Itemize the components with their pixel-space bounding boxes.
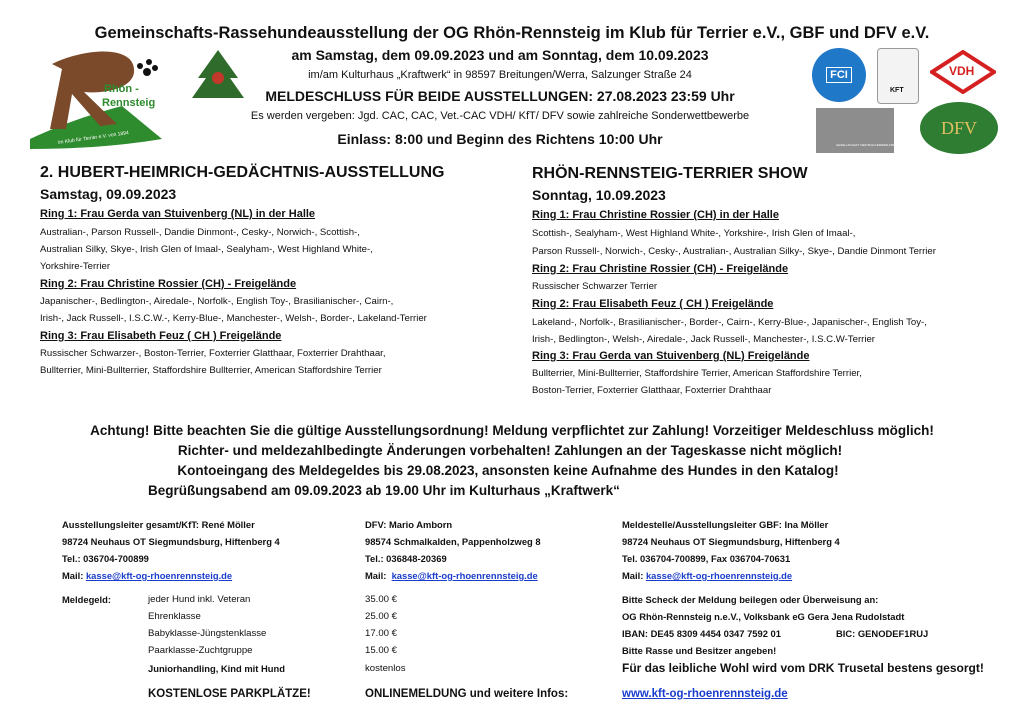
kft-logo — [877, 48, 919, 104]
vdh-logo-text: VDH — [949, 64, 975, 78]
event-title: Gemeinschafts-Rassehundeausstellung der OG Rhön-Rennsteig im Klub für Terrier e.V., GBF und DFV e.V. — [94, 24, 930, 42]
contact-address: 98574 Schmalkalden, Pappenholzweg 8 — [365, 536, 541, 547]
fees-label: Meldegeld: — [62, 594, 111, 605]
contact-name: Meldestelle/Ausstellungsleiter GBF: Ina Möller — [622, 519, 829, 530]
show2-ring3-title: Ring 3: Frau Gerda van Stuivenberg (NL) Freigelände — [532, 350, 810, 362]
fee-name: jeder Hund inkl. Veteran — [148, 594, 251, 605]
notice-line: Kontoeingang des Meldegeldes bis 29.08.2023, ansonsten keine Aufnahme des Hundes in den Katalog! — [177, 463, 839, 478]
show2-ring3-breeds: Boston-Terrier, Foxterrier Glatthaar, Foxterrier Drahthaar — [532, 385, 772, 396]
notice-line: Achtung! Bitte beachten Sie die gültige Ausstellungsordnung! Meldung verpflichtet zur Zahlung! Vorzeitiger Meldeschluss möglich! — [90, 423, 934, 438]
show1-ring2-title: Ring 2: Frau Christine Rossier (CH) - Freigelände — [40, 278, 297, 290]
show2-ring2b-breeds: Irish-, Bedlington-, Welsh-, Airedale-, Jack Russell-, Manchester-, I.S.C.W-Terrier — [532, 334, 875, 345]
entry-deadline: MELDESCHLUSS FÜR BEIDE AUSSTELLUNGEN: 27.08.2023 23:59 Uhr — [265, 88, 735, 104]
show1-ring1-title: Ring 1: Frau Gerda van Stuivenberg (NL) in der Halle — [40, 208, 316, 220]
show2-ring1-breeds: Parson Russell-, Norwich-, Cesky-, Australian-, Australian Silky-, Skye-, Dandie Dinmont Terrier — [532, 246, 936, 257]
show2-ring2-title: Ring 2: Frau Christine Rossier (CH) - Freigelände — [532, 263, 789, 275]
vdh-logo — [930, 50, 996, 94]
parking-note: KOSTENLOSE PARKPLÄTZE! — [148, 688, 311, 700]
show2-ring1-title: Ring 1: Frau Christine Rossier (CH) in der Halle — [532, 209, 779, 221]
payment-bic: BIC: GENODEF1RUJ — [836, 628, 929, 639]
show1-ring2-breeds: Irish-, Jack Russell-, I.S.C.W.-, Kerry-Blue-, Manchester-, Welsh-, Border-, Lakeland-Terrier — [40, 313, 427, 324]
contact-mail-label: Mail: — [365, 570, 387, 581]
show2-ring2b-title: Ring 2: Frau Elisabeth Feuz ( CH ) Freigelände — [532, 298, 774, 310]
show1-ring2-breeds: Japanischer-, Bedlington-, Airedale-, Norfolk-, English Toy-, Brasilianischer-, Cairn-, — [40, 296, 394, 307]
fee-price: 15.00 € — [365, 645, 398, 656]
club-logo-name-2: Rennsteig — [102, 97, 156, 109]
show2-title: RHÖN-RENNSTEIG-TERRIER SHOW — [532, 165, 808, 182]
contact-mail-link[interactable]: kasse@kft-og-rhoenrennsteig.de — [645, 570, 793, 581]
website-link[interactable]: www.kft-og-rhoenrennsteig.de — [622, 688, 788, 700]
kft-logo-text: KFT — [890, 87, 904, 94]
contact-name: DFV: Mario Amborn — [365, 519, 453, 530]
show2-ring3-breeds: Bullterrier, Mini-Bullterrier, Staffordshire Terrier, American Staffordshire Terrier, — [532, 368, 862, 379]
contact-address: 98724 Neuhaus OT Siegmundsburg, Hiftenberg 4 — [622, 536, 840, 547]
fir-branch-icon — [188, 48, 248, 103]
event-dates: am Samstag, dem 09.09.2023 und am Sonntag, dem 10.09.2023 — [291, 47, 709, 63]
fee-name: Juniorhandling, Kind mit Hund — [148, 663, 285, 674]
club-logo — [22, 44, 172, 154]
club-logo-name-1: Rhön - — [104, 83, 139, 95]
show1-ring3-breeds: Bullterrier, Mini-Bullterrier, Staffordshire Bullterrier, American Staffordshire Terrier — [40, 365, 382, 376]
payment-line: Bitte Scheck der Meldung beilegen oder Überweisung an: — [622, 594, 879, 605]
dfv-logo-text: DFV — [940, 117, 977, 138]
show2-ring2-breeds: Russischer Schwarzer Terrier — [532, 281, 658, 292]
payment-iban: IBAN: DE45 8309 4454 0347 7592 01 — [622, 628, 781, 639]
show2-ring2b-breeds: Lakeland-, Norfolk-, Brasilianischer-, Border-, Cairn-, Kerry-Blue-, Japanischer-, English Toy-, — [532, 317, 927, 328]
fee-price: kostenlos — [365, 663, 406, 674]
show1-ring3-breeds: Russischer Schwarzer-, Boston-Terrier, Foxterrier Glatthaar, Foxterrier Drahthaar, — [40, 348, 386, 359]
contact-phone: Tel. 036704-700899, Fax 036704-70631 — [622, 553, 791, 564]
contact-mail-link[interactable]: kasse@kft-og-rhoenrennsteig.de — [391, 570, 538, 581]
show1-ring1-breeds: Australian Silky, Skye-, Irish Glen of Imaal-, Sealyham-, West Highland White-, — [40, 244, 373, 255]
online-registration-label: ONLINEMELDUNG und weitere Infos: — [365, 688, 569, 700]
show1-ring1-breeds: Australian-, Parson Russell-, Dandie Dinmont-, Cesky-, Norwich-, Scottish-, — [40, 227, 360, 238]
contact-phone: Tel.: 036848-20369 — [365, 553, 447, 564]
show1-ring3-title: Ring 3: Frau Elisabeth Feuz ( CH ) Freigelände — [40, 330, 282, 342]
notice-line: Richter- und meldezahlbedingte Änderungen vorbehalten! Zahlungen an der Tageskasse nicht möglich! — [177, 443, 843, 458]
show1-title: 2. HUBERT-HEIMRICH-GEDÄCHTNIS-AUSSTELLUNG — [40, 164, 445, 181]
christmas-tree-image — [188, 48, 248, 108]
fee-name: Ehrenklasse — [148, 611, 201, 622]
show2-ring1-breeds: Scottish-, Sealyham-, West Highland White-, Yorkshire-, Irish Glen of Imaal-, — [532, 228, 856, 239]
fee-price: 25.00 € — [365, 611, 398, 622]
fci-logo — [812, 48, 866, 102]
club-logo-sub: im Klub für Terrier e.V. von 1894 — [57, 130, 130, 146]
contact-mail-label: Mail: — [62, 570, 84, 581]
show1-date: Samstag, 09.09.2023 — [40, 186, 177, 202]
gbf-logo — [816, 108, 910, 153]
entry-time: Einlass: 8:00 und Beginn des Richtens 10:00 Uhr — [337, 131, 663, 147]
gbf-logo-text: GESELLSCHAFT DER BULLTERRIER-FREUNDE E.V. — [836, 143, 910, 147]
show2-date: Sonntag, 10.09.2023 — [532, 187, 666, 203]
fee-name: Babyklasse-Jüngstenklasse — [148, 628, 267, 639]
contact-mail-label: Mail: — [622, 570, 644, 581]
payment-line: Bitte Rasse und Besitzer angeben! — [622, 645, 777, 656]
dfv-logo — [920, 102, 998, 154]
notice-line: Begrüßungsabend am 09.09.2023 ab 19.00 Uhr im Kulturhaus „Kraftwerk“ — [148, 483, 620, 498]
contact-phone: Tel.: 036704-700899 — [62, 553, 149, 564]
fci-logo-text: FCI — [826, 67, 852, 83]
fee-price: 35.00 € — [365, 594, 398, 605]
event-venue: im/am Kulturhaus „Kraftwerk“ in 98597 Breitungen/Werra, Salzunger Straße 24 — [308, 69, 692, 81]
show1-ring1-breeds: Yorkshire-Terrier — [40, 261, 111, 272]
contact-name: Ausstellungsleiter gesamt/KfT: René Möller — [62, 519, 255, 530]
contact-address: 98724 Neuhaus OT Siegmundsburg, Hiftenberg 4 — [62, 536, 280, 547]
fee-price: 17.00 € — [365, 628, 398, 639]
payment-line: OG Rhön-Rennsteig n.e.V., Volksbank eG Gera Jena Rudolstadt — [622, 611, 905, 622]
contact-mail-link[interactable]: kasse@kft-og-rhoenrennsteig.de — [85, 570, 233, 581]
catering-note: Für das leibliche Wohl wird vom DRK Trusetal bestens gesorgt! — [622, 661, 984, 675]
awards-info: Es werden vergeben: Jgd. CAC, CAC, Vet.-CAC VDH/ KfT/ DFV sowie zahlreiche Sonderwettbewerbe — [250, 110, 750, 122]
fee-name: Paarklasse-Zuchtgruppe — [148, 645, 253, 656]
